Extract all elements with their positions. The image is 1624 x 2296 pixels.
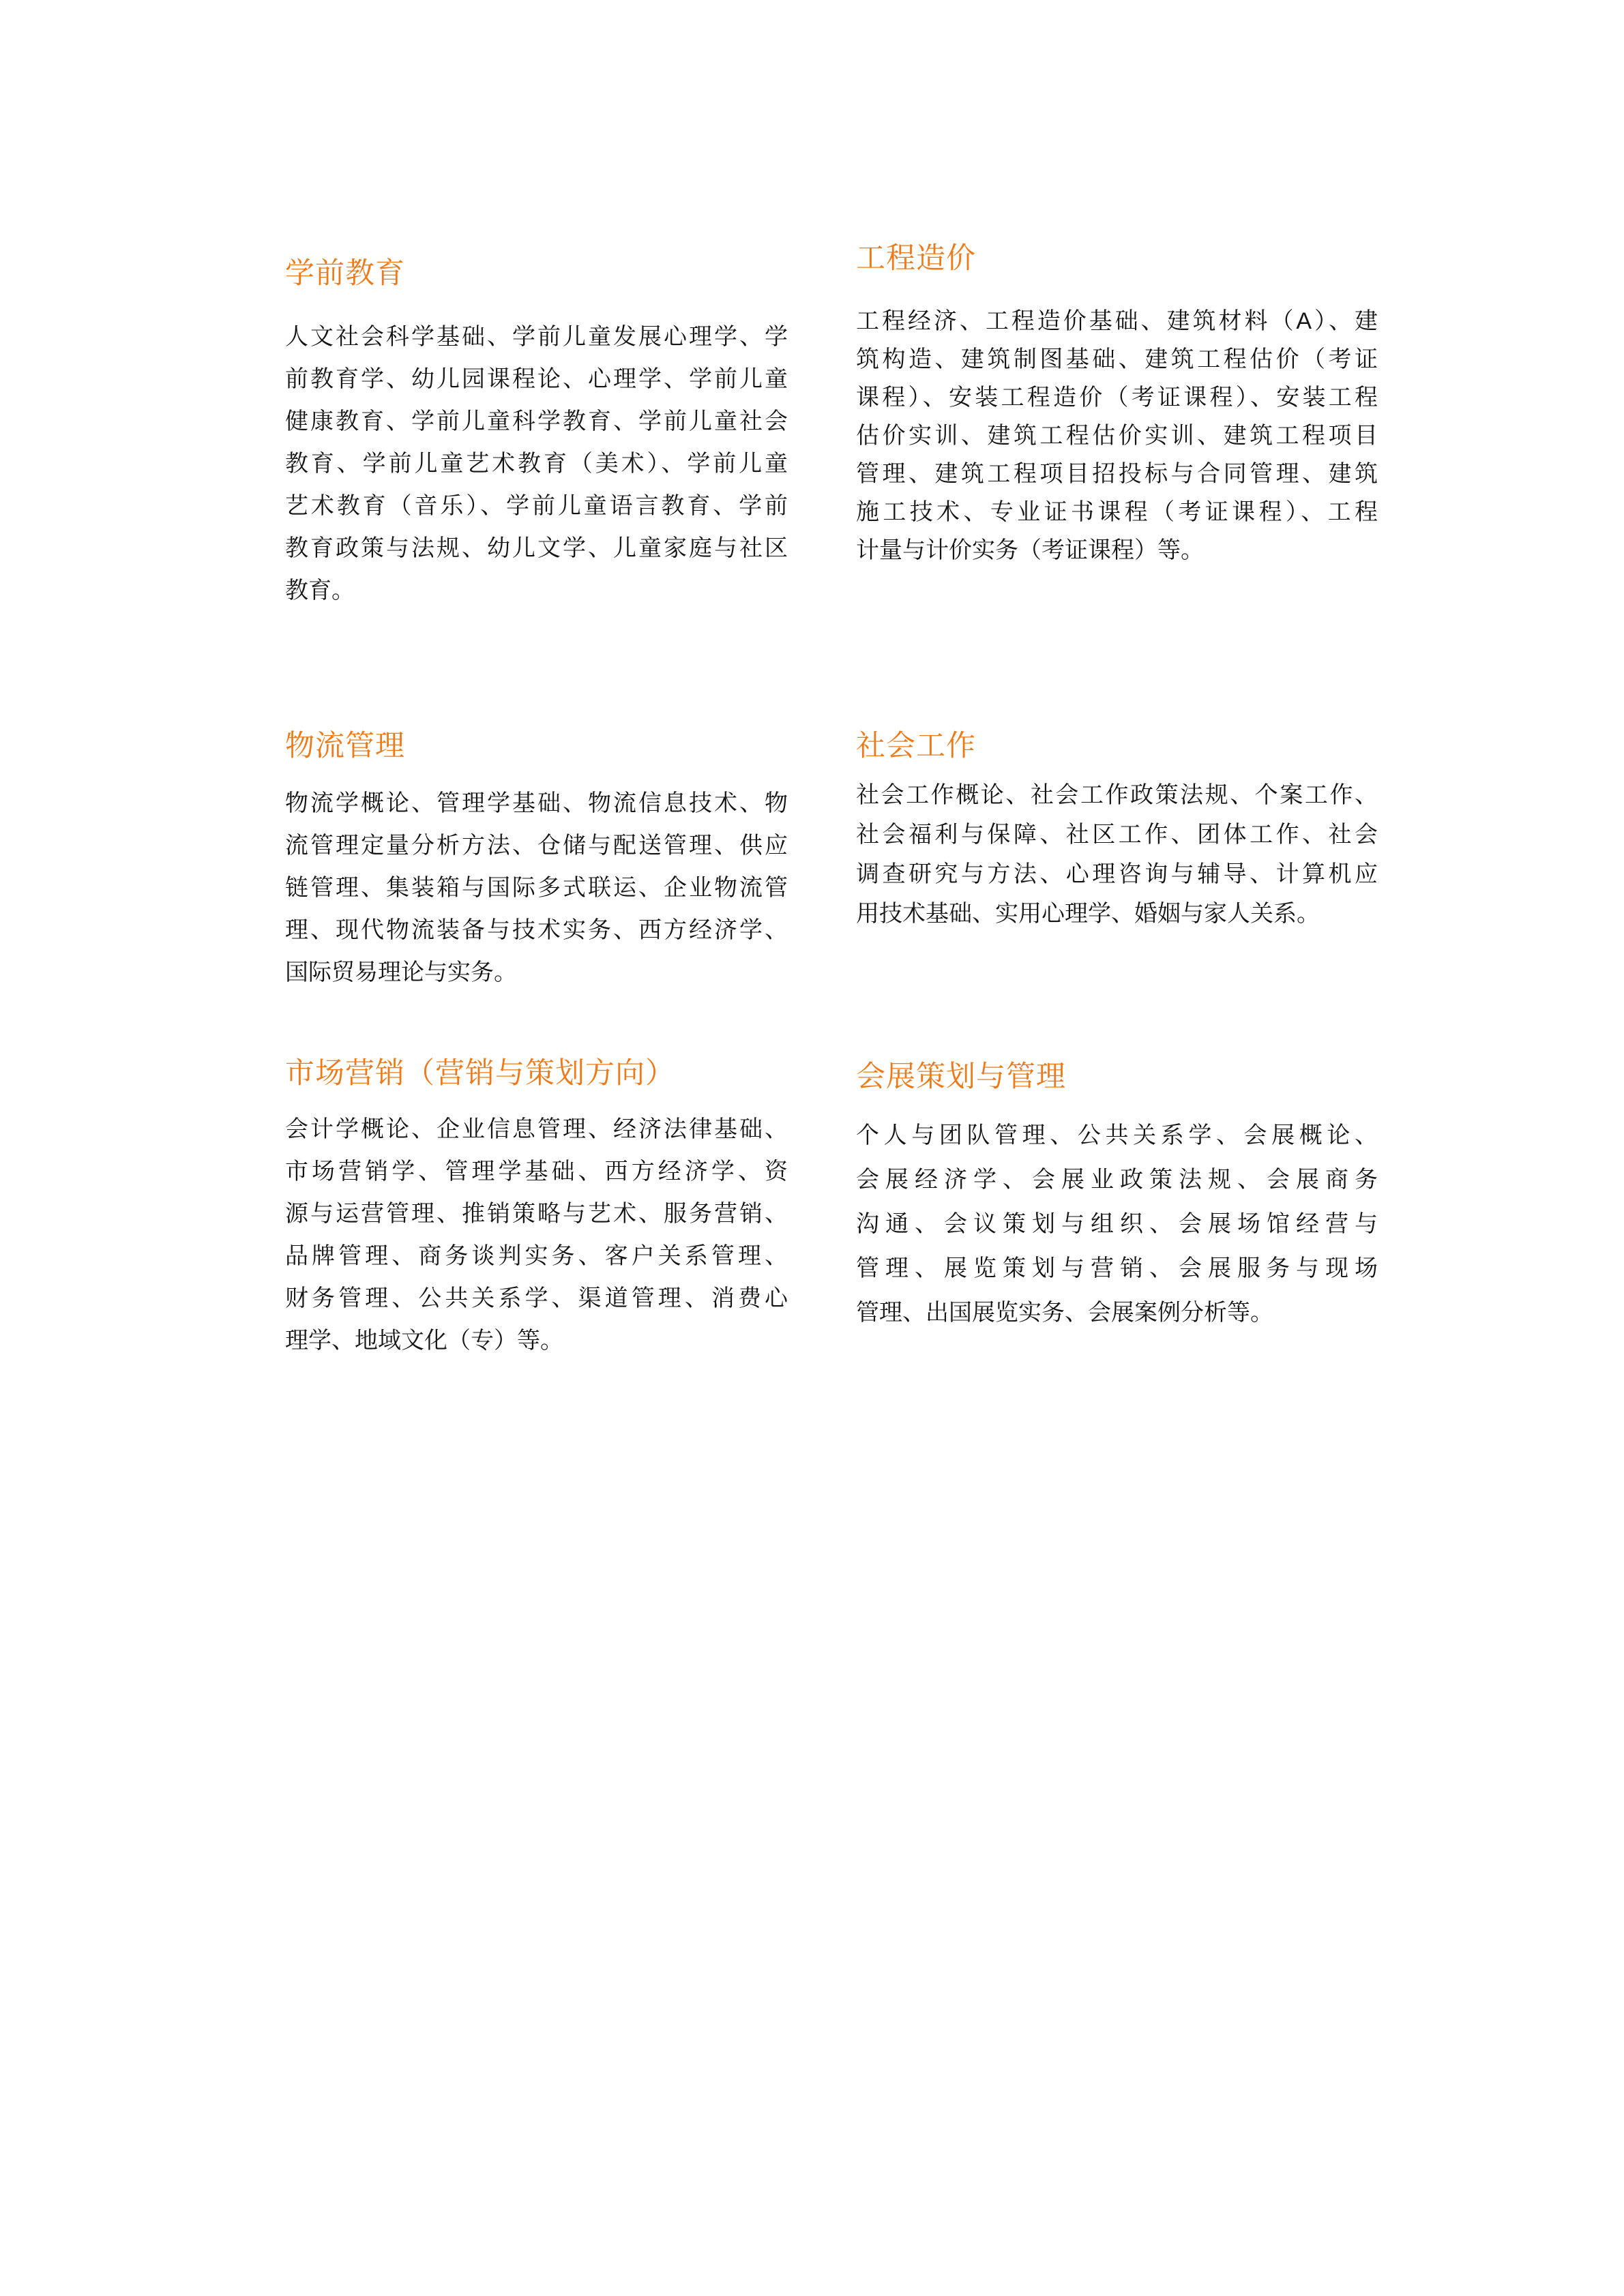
body-line: 理、现代物流装备与技术实务、西方经济学、 [285,917,788,943]
body-line: 用技术基础、实用心理学、婚姻与家人关系。 [856,901,1320,927]
body-line: 管理、出国展览实务、会展案例分析等。 [856,1300,1273,1326]
section-marketing-planning [285,1056,788,1362]
body-line: 管理、展览策划与营销、会展服务与现场 [856,1255,1378,1281]
body-line: 个人与团队管理、公共关系学、会展概论、 [856,1122,1378,1148]
body-line: 人文社会科学基础、学前儿童发展心理学、学 [285,324,788,350]
section-logistics-management [285,728,788,994]
body-line: 品牌管理、商务谈判实务、客户关系管理、 [285,1243,788,1269]
body-line: 会展经济学、会展业政策法规、会展商务 [856,1167,1378,1193]
body-line: 估价实训、建筑工程估价实训、建筑工程项目 [856,423,1378,449]
section-title-marketing-planning: 市场营销（营销与策划方向） [285,1057,675,1090]
body-line: 流管理定量分析方法、仓储与配送管理、供应 [285,833,788,859]
body-line: 市场营销学、管理学基础、西方经济学、资 [285,1159,788,1184]
body-line: 理学、地域文化（专）等。 [285,1328,563,1354]
section-body-logistics-management [285,782,788,994]
body-line: 计量与计价实务（考证课程）等。 [856,537,1204,563]
body-line: 筑构造、建筑制图基础、建筑工程估价（考证 [856,346,1378,372]
body-line: 前教育学、幼儿园课程论、心理学、学前儿童 [285,366,788,392]
section-title-social-work: 社会工作 [856,730,976,762]
section-body-marketing-planning [285,1108,788,1362]
body-line: 社会福利与保障、社区工作、团体工作、社会 [856,822,1378,848]
body-line: 链管理、集装箱与国际多式联运、企业物流管 [285,875,788,901]
body-line: 艺术教育（音乐）、学前儿童语言教育、学前 [285,493,788,519]
body-line: 健康教育、学前儿童科学教育、学前儿童社会 [285,408,788,434]
body-line: 施工技术、专业证书课程（考证课程）、工程 [856,499,1378,525]
body-line: 物流学概论、管理学基础、物流信息技术、物 [285,790,788,816]
section-body-preschool-education [285,316,788,612]
section-body-exhibition-planning [856,1114,1378,1335]
section-engineering-cost [856,241,1378,569]
body-line: 教育。 [285,578,355,603]
body-line: 国际贸易理论与实务。 [285,959,517,985]
body-line: 教育、学前儿童艺术教育（美术）、学前儿童 [285,451,788,477]
body-line: 调查研究与方法、心理咨询与辅导、计算机应 [856,861,1378,887]
body-line: 源与运营管理、推销策略与艺术、服务营销、 [285,1201,788,1227]
section-preschool-education [285,256,788,612]
section-body-engineering-cost [856,302,1378,569]
body-line: 工程经济、工程造价基础、建筑材料（A）、建 [856,308,1378,334]
body-line: 沟通、会议策划与组织、会展场馆经营与 [856,1211,1378,1237]
section-body-social-work [856,775,1378,934]
section-title-logistics-management: 物流管理 [285,730,405,762]
body-line: 课程）、安装工程造价（考证课程）、安装工程 [856,385,1378,411]
body-line: 财务管理、公共关系学、渠道管理、消费心 [285,1285,788,1311]
section-title-engineering-cost: 工程造价 [856,242,976,275]
body-line: 教育政策与法规、幼儿文学、儿童家庭与社区 [285,535,788,561]
section-title-exhibition-planning: 会展策划与管理 [856,1060,1066,1093]
body-line: 会计学概论、企业信息管理、经济法律基础、 [285,1116,788,1142]
section-title-preschool-education: 学前教育 [285,257,405,290]
body-line: 社会工作概论、社会工作政策法规、个案工作、 [856,782,1378,808]
body-line: 管理、建筑工程项目招投标与合同管理、建筑 [856,461,1378,487]
section-exhibition-planning [856,1059,1378,1335]
section-social-work [856,728,1378,934]
